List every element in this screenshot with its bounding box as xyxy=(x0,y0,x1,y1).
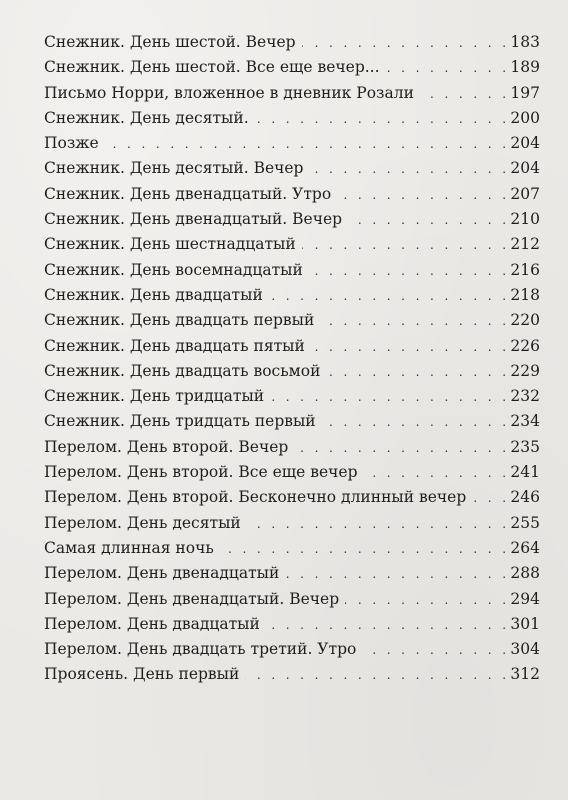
toc-entry xyxy=(44,258,540,283)
toc-entry-page-number: 229 xyxy=(510,361,540,380)
toc-entry-title: Снежник. День шестой. Вечер xyxy=(44,33,296,51)
toc-entry xyxy=(44,55,540,80)
toc-leader-dots xyxy=(337,183,509,208)
toc-entry-page-number: 220 xyxy=(510,311,540,330)
toc-entry-title: Проясень. День первый xyxy=(44,665,240,684)
toc-leader-dots xyxy=(285,562,509,587)
toc-entry xyxy=(44,561,540,586)
toc-entry-page-number: 204 xyxy=(510,134,540,153)
toc-entry-page-number: 183 xyxy=(510,33,540,51)
toc-entry-title: Снежник. День двадцать первый xyxy=(44,311,315,330)
toc-entry-title: Перелом. День двенадцатый xyxy=(44,564,280,583)
toc-leader-dots xyxy=(269,284,510,309)
toc-entry-title: Перелом. День двадцать третий. Утро xyxy=(44,640,357,659)
toc-entry-title: Снежник. День двенадцатый. Утро xyxy=(44,184,332,203)
toc-leader-dots xyxy=(348,208,509,233)
toc-entry-page-number: 216 xyxy=(510,260,540,279)
toc-entry xyxy=(44,662,540,687)
toc-leader-dots xyxy=(362,638,509,663)
toc-entry xyxy=(44,435,540,460)
toc-entry-page-number: 226 xyxy=(510,336,540,355)
toc-entry xyxy=(44,207,540,232)
toc-entry xyxy=(44,182,540,207)
toc-entry-title: Снежник. День двенадцатый. Вечер xyxy=(44,210,343,229)
toc-entry-title: Снежник. День двадцать пятый xyxy=(44,336,305,355)
toc-entry-title: Перелом. День второй. Все еще вечер xyxy=(44,463,358,482)
toc-entry-title: Перелом. День второй. Вечер xyxy=(44,437,289,456)
toc-entry xyxy=(44,359,540,384)
toc-leader-dots xyxy=(270,385,509,410)
table-of-contents xyxy=(44,30,540,688)
toc-leader-dots xyxy=(266,613,510,638)
toc-leader-dots xyxy=(320,309,509,334)
toc-entry xyxy=(44,637,540,662)
toc-entry-page-number: 234 xyxy=(510,412,540,431)
toc-entry-page-number: 204 xyxy=(510,159,540,178)
toc-entry xyxy=(44,587,540,612)
toc-entry-page-number: 189 xyxy=(510,58,540,77)
toc-leader-dots xyxy=(220,537,510,562)
toc-entry-page-number: 255 xyxy=(510,513,540,532)
toc-entry-page-number: 294 xyxy=(510,589,540,608)
toc-entry xyxy=(44,232,540,257)
toc-entry-page-number: 288 xyxy=(510,564,540,583)
toc-entry-title: Снежник. День двадцать восьмой xyxy=(44,361,321,380)
toc-leader-dots xyxy=(472,486,509,511)
toc-entry-page-number: 207 xyxy=(510,184,540,203)
toc-entry-page-number: 235 xyxy=(510,437,540,456)
toc-leader-dots xyxy=(386,56,510,81)
toc-entry-title: Снежник. День десятый. Вечер xyxy=(44,159,304,178)
toc-entry-page-number: 210 xyxy=(510,210,540,229)
toc-entry-page-number: 301 xyxy=(510,614,540,633)
toc-entry-page-number: 264 xyxy=(510,538,540,557)
toc-entry-page-number: 312 xyxy=(510,665,540,684)
toc-leader-dots xyxy=(245,663,509,688)
toc-leader-dots xyxy=(247,512,510,537)
toc-entry-title: Снежник. День тридцатый xyxy=(44,387,265,406)
toc-entry-page-number: 218 xyxy=(510,285,540,304)
toc-entry-title: Снежник. День шестой. Все еще вечер... xyxy=(44,58,380,77)
toc-entry xyxy=(44,131,540,156)
toc-leader-dots xyxy=(105,132,510,157)
toc-entry xyxy=(44,612,540,637)
toc-entry-title: Перелом. День второй. Бесконечно длинный вечер xyxy=(44,488,467,507)
toc-leader-dots xyxy=(309,157,509,182)
toc-entry xyxy=(44,384,540,409)
toc-leader-dots xyxy=(302,31,510,56)
toc-entry xyxy=(44,308,540,333)
toc-leader-dots xyxy=(302,233,510,258)
toc-entry xyxy=(44,460,540,485)
toc-entry-page-number: 246 xyxy=(510,488,540,507)
toc-entry xyxy=(44,511,540,536)
toc-entry-title: Снежник. День восемнадцатый xyxy=(44,260,303,279)
toc-entry xyxy=(44,409,540,434)
toc-entry-page-number: 197 xyxy=(510,83,540,102)
toc-entry-title: Перелом. День десятый xyxy=(44,513,241,532)
toc-entry xyxy=(44,283,540,308)
toc-entry xyxy=(44,156,540,181)
toc-leader-dots xyxy=(345,588,509,613)
toc-entry xyxy=(44,485,540,510)
toc-entry-page-number: 304 xyxy=(510,640,540,659)
toc-leader-dots xyxy=(420,82,509,107)
toc-leader-dots xyxy=(255,107,510,132)
toc-leader-dots xyxy=(294,436,509,461)
toc-leader-dots xyxy=(311,335,510,360)
toc-entry-title: Самая длинная ночь xyxy=(44,538,214,557)
toc-entry xyxy=(44,81,540,106)
toc-entry-title: Снежник. День тридцать первый xyxy=(44,412,316,431)
toc-entry-title: Письмо Норри, вложенное в дневник Розали xyxy=(44,83,414,102)
toc-entry-title: Снежник. День шестнадцатый xyxy=(44,235,296,254)
toc-entry xyxy=(44,334,540,359)
toc-entry xyxy=(44,30,540,55)
toc-entry-title: Снежник. День десятый. xyxy=(44,108,249,127)
toc-leader-dots xyxy=(364,461,510,486)
toc-entry-page-number: 241 xyxy=(510,463,540,482)
toc-entry-page-number: 232 xyxy=(510,387,540,406)
toc-entry-title: Позже xyxy=(44,134,99,153)
toc-entry-page-number: 212 xyxy=(510,235,540,254)
toc-leader-dots xyxy=(326,360,509,385)
toc-entry xyxy=(44,106,540,131)
toc-entry-title: Снежник. День двадцатый xyxy=(44,285,263,304)
toc-entry-page-number: 200 xyxy=(510,108,540,127)
toc-entry-title: Перелом. День двадцатый xyxy=(44,614,260,633)
toc-entry xyxy=(44,536,540,561)
toc-leader-dots xyxy=(309,259,510,284)
toc-leader-dots xyxy=(322,410,510,435)
toc-entry-title: Перелом. День двенадцатый. Вечер xyxy=(44,589,340,608)
